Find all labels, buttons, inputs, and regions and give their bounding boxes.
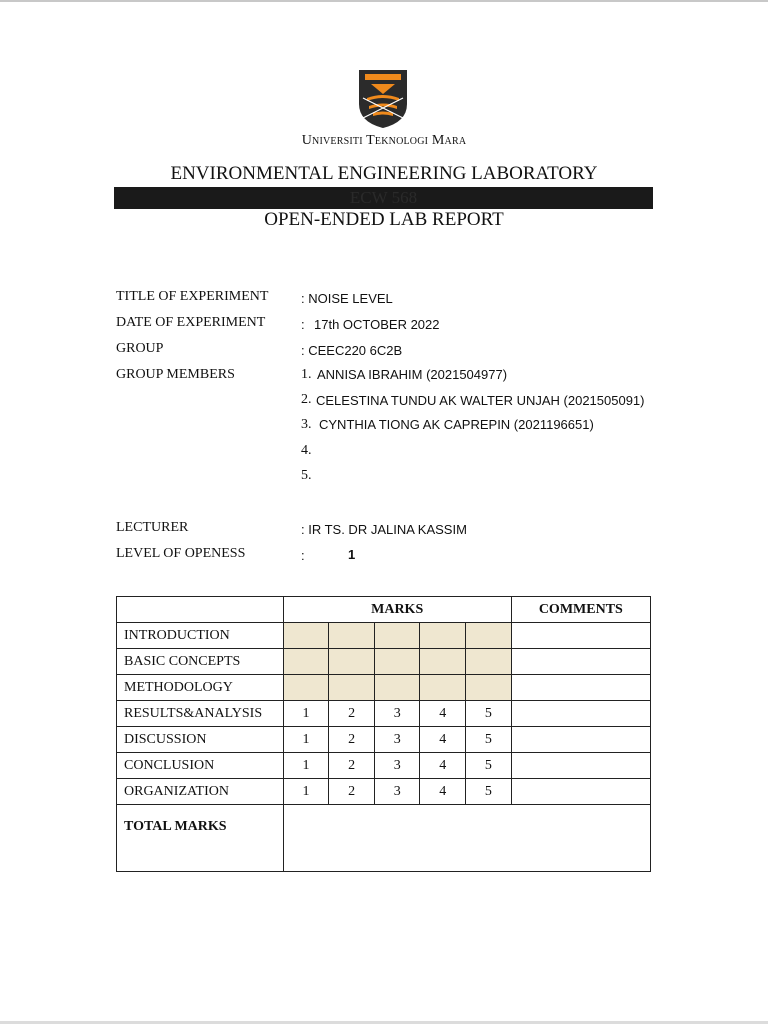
title-label: TITLE OF EXPERIMENT	[116, 289, 269, 304]
score-cell	[329, 675, 375, 701]
marks-table	[116, 596, 651, 872]
member-name: ANNISA IBRAHIM (2021504977)	[317, 367, 508, 382]
score-cell	[329, 623, 375, 649]
lab-title: ENVIRONMENTAL ENGINEERING LABORATORY	[170, 163, 598, 184]
course-code-bar: ECW 568	[114, 187, 653, 209]
openness-value: 1	[348, 547, 356, 562]
score-cell	[374, 675, 420, 701]
criterion-label: BASIC CONCEPTS	[117, 649, 284, 675]
comment-cell	[511, 649, 650, 675]
score-cell: 4	[420, 753, 466, 779]
score-cell: 3	[374, 753, 420, 779]
total-row	[117, 805, 651, 872]
lecturer-value: : IR TS. DR JALINA KASSIM	[301, 522, 467, 537]
criterion-label: RESULTS&ANALYSIS	[117, 701, 284, 727]
comment-cell	[511, 779, 650, 805]
openness-colon: :	[301, 548, 305, 563]
score-cell	[466, 623, 512, 649]
score-cell	[283, 675, 329, 701]
table-row	[117, 649, 651, 675]
marks-header: MARKS	[283, 597, 511, 623]
score-cell: 4	[420, 779, 466, 805]
criterion-label: METHODOLOGY	[117, 675, 284, 701]
university-name: Universiti Teknologi Mara	[301, 133, 467, 148]
score-cell: 4	[420, 701, 466, 727]
score-cell: 3	[374, 727, 420, 753]
comment-cell	[511, 727, 650, 753]
score-cell: 3	[374, 779, 420, 805]
criterion-label: INTRODUCTION	[117, 623, 284, 649]
score-cell	[466, 649, 512, 675]
group-value: : CEEC220 6C2B	[301, 343, 403, 358]
total-marks-cell	[283, 805, 650, 872]
comment-cell	[511, 675, 650, 701]
score-cell: 5	[466, 753, 512, 779]
score-cell	[420, 649, 466, 675]
member-number: 5.	[301, 468, 312, 483]
score-cell	[283, 649, 329, 675]
score-cell	[283, 623, 329, 649]
members-label: GROUP MEMBERS	[116, 367, 235, 382]
table-header-row	[117, 597, 651, 623]
score-cell: 1	[283, 779, 329, 805]
score-cell: 5	[466, 779, 512, 805]
header-blank-cell	[117, 597, 284, 623]
total-marks-label: TOTAL MARKS	[117, 805, 284, 872]
score-cell: 2	[329, 701, 375, 727]
member-number: 4.	[301, 443, 312, 458]
score-cell: 5	[466, 701, 512, 727]
group-label: GROUP	[116, 341, 164, 356]
comment-cell	[511, 753, 650, 779]
score-cell: 5	[466, 727, 512, 753]
uitm-logo	[357, 68, 409, 130]
criterion-label: ORGANIZATION	[117, 779, 284, 805]
lecturer-label: LECTURER	[116, 520, 189, 535]
table-row	[117, 623, 651, 649]
report-type: OPEN-ENDED LAB REPORT	[264, 209, 504, 230]
table-row	[117, 753, 651, 779]
title-value: : NOISE LEVEL	[301, 291, 393, 306]
date-value: 17th OCTOBER 2022	[314, 317, 440, 332]
table-row	[117, 675, 651, 701]
member-number: 3.	[301, 417, 312, 432]
table-row	[117, 701, 651, 727]
score-cell: 1	[283, 701, 329, 727]
comments-header: COMMENTS	[511, 597, 650, 623]
criterion-label: DISCUSSION	[117, 727, 284, 753]
score-cell: 2	[329, 727, 375, 753]
score-cell: 1	[283, 727, 329, 753]
table-row	[117, 779, 651, 805]
score-cell	[420, 675, 466, 701]
score-cell	[374, 649, 420, 675]
member-number: 1.	[301, 367, 312, 382]
score-cell: 2	[329, 753, 375, 779]
score-cell	[420, 623, 466, 649]
member-number: 2.	[301, 392, 312, 407]
date-label: DATE OF EXPERIMENT	[116, 315, 266, 330]
top-border	[0, 0, 768, 2]
openness-label: LEVEL OF OPENESS	[116, 546, 246, 561]
score-cell	[374, 623, 420, 649]
table-row	[117, 727, 651, 753]
member-name: CELESTINA TUNDU AK WALTER UNJAH (2021505091)	[316, 393, 645, 408]
member-name: CYNTHIA TIONG AK CAPREPIN (2021196651)	[319, 417, 594, 432]
comment-cell	[511, 623, 650, 649]
score-cell: 1	[283, 753, 329, 779]
criterion-label: CONCLUSION	[117, 753, 284, 779]
score-cell: 2	[329, 779, 375, 805]
score-cell	[466, 675, 512, 701]
score-cell	[329, 649, 375, 675]
comment-cell	[511, 701, 650, 727]
score-cell: 4	[420, 727, 466, 753]
score-cell: 3	[374, 701, 420, 727]
date-colon: :	[301, 317, 305, 332]
